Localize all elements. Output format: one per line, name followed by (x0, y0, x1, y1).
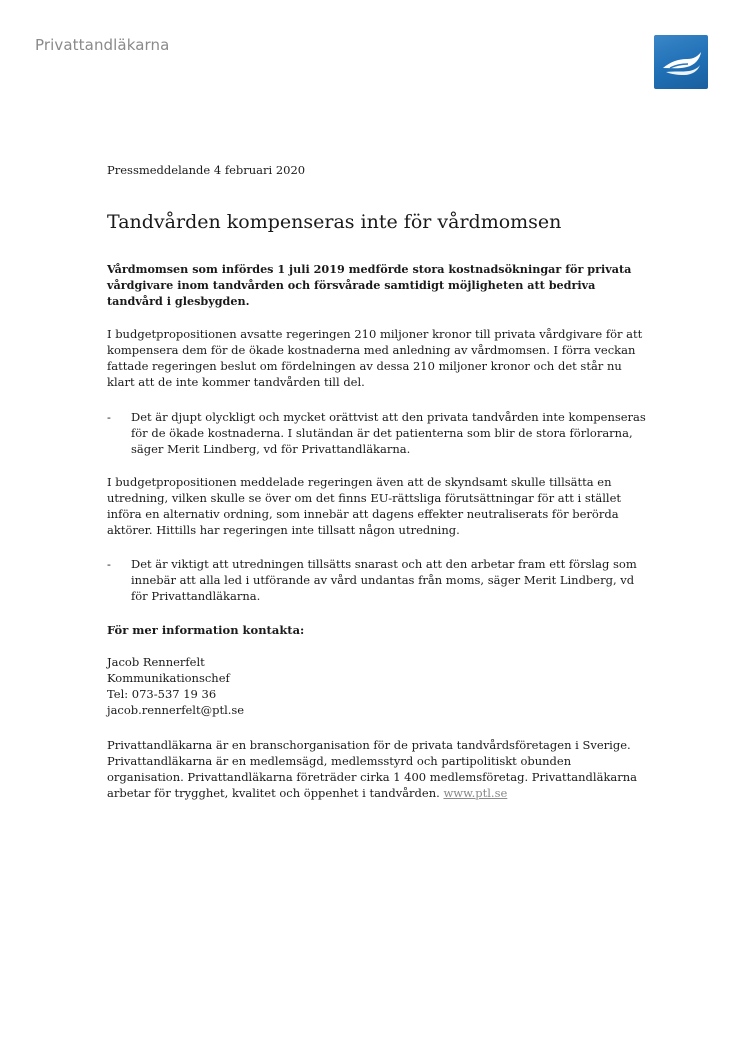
ptl-leaf-logo-icon (654, 35, 708, 89)
bullet-dash: - (107, 410, 111, 424)
quote-text-2: Det är viktigt att utredningen tillsätts snarast och att den arbetar fram ett förslag som innebär att alla led i utförande av vård undantas från moms, säger Merit Lindberg, vd för Privattandläkarna. (131, 557, 637, 603)
contact-email[interactable]: jacob.rennerfelt@ptl.se (107, 703, 245, 717)
lead-paragraph: Vårdmomsen som infördes 1 juli 2019 medförde stora kostnadsökningar för privata vårdgivare inom tandvården och försvårade samtidigt möjligheten att bedriva tandvård i glesbygden. (107, 262, 632, 308)
body-paragraph-1: I budgetpropositionen avsatte regeringen 210 miljoner kronor till privata vårdgivare för att kompensera dem för de ökade kostnaderna med anledning av vårdmomsen. I förra veckan fattade regeringen beslut om fördelningen av dessa 210 miljoner kronor och det står nu klart att de inte kommer tandvården till del. (107, 327, 643, 389)
contact-role: Kommunikationschef (107, 671, 230, 685)
body-paragraph-2: I budgetpropositionen meddelade regeringen även att de skyndsamt skulle tillsätta en utredning, vilken skulle se över om det finns EU-rättsliga förutsättningar för att i stället införa en alternativ ordning, som innebär att dagens effekter neutraliserats för berörda aktörer. Hittills har regeringen inte tillsatt någon utredning. (107, 475, 621, 537)
about-text: Privattandläkarna är en branschorganisation för de privata tandvårdsföretagen i Sverige. Privattandläkarna är en medlemsägd, medlemsstyrd och partipolitiskt obunden organisation. Privattandläkarna företräder cirka 1 400 medlemsföretag. Privattandläkarna arbetar för trygghet, kvalitet och öppenhet i tandvården. (107, 738, 638, 800)
page-title: Tandvården kompenseras inte för vårdmomsen (107, 211, 562, 233)
website-link[interactable]: www.ptl.se (443, 786, 508, 800)
bullet-dash: - (107, 557, 111, 571)
dateline: Pressmeddelande 4 februari 2020 (107, 163, 306, 177)
contact-block (107, 654, 244, 718)
contact-heading: För mer information kontakta: (107, 623, 305, 637)
quote-text-1: Det är djupt olyckligt och mycket orättvist att den privata tandvården inte kompenseras för de ökade kostnaderna. I slutändan är det patienterna som blir de stora förlorarna, säger Merit Lindberg, vd för Privattandläkarna. (131, 410, 646, 456)
contact-phone: Tel: 073-537 19 36 (107, 687, 217, 701)
brand-name: Privattandläkarna (35, 36, 170, 54)
about-paragraph (107, 737, 647, 801)
contact-name: Jacob Rennerfelt (107, 655, 205, 669)
